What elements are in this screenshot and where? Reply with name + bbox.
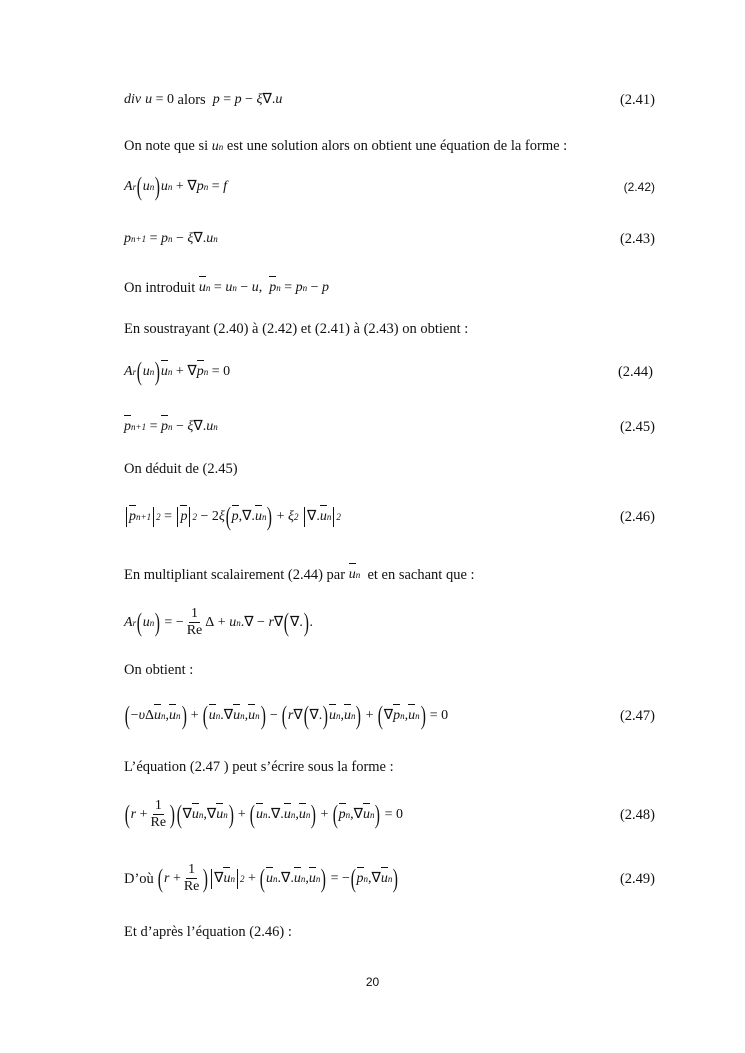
equation-ar-definition: A r ( u n ) = − $\frac{1}{Re}$ Δ + u n .∇ − r ∇ ( ∇. ) . xyxy=(124,606,313,638)
paragraph-dapres: Et d’après l’équation (2.46) : xyxy=(124,924,292,940)
equation-number: (2.41) xyxy=(619,92,655,108)
equation-number: (2.44) xyxy=(617,364,653,380)
equation-2-48: ( r + $\frac{1}{Re}$ ) ( ∇ u n ,∇ u n ) + ( u n .∇. u n , u n ) + ( p n ,∇ u n ) = 0 (2.48) xyxy=(124,798,655,830)
equation-2-49: D’où ( r + $\frac{1}{Re}$ ) ∇ u n 2 + ( u n .∇. u n , u n ) = − ( p n ,∇ u n ) (2.49) xyxy=(124,862,655,894)
paragraph-soustrayant: En soustrayant (2.40) à (2.42) et (2.41) à (2.43) on obtient : xyxy=(124,321,469,337)
equation-2-45: p n+1 = p n − ξ ∇. u n (2.45) xyxy=(124,419,655,435)
dou-word: D’où xyxy=(124,870,154,887)
equation-number: (2.43) xyxy=(619,231,655,247)
equation-2-44: A r ( u n ) u n + ∇ p n = 0 (2.44) xyxy=(124,357,653,386)
paragraph-multipliant: En multipliant scalairement (2.44) par u n et en sachant que : xyxy=(124,567,475,583)
paragraph-equation-forme: L’équation (2.47 ) peut s’écrire sous la forme : xyxy=(124,759,394,775)
equation-2-46: p n+1 2 = p 2 − 2 ξ ( p ,∇. u n ) + ξ 2 ∇. u n 2 (2.46) xyxy=(124,507,655,527)
page-number: 20 xyxy=(365,975,380,989)
equation-number: (2.48) xyxy=(619,806,655,823)
equation-2-42: A r ( u n ) u n + ∇ p n = f (2.42) xyxy=(124,172,655,201)
paragraph-introduit: On introduit u n = u n − u , p n = p n − p xyxy=(124,280,330,296)
alors-word: alors xyxy=(177,92,206,108)
equation-2-43: p n+1 = p n − ξ ∇. u n (2.43) xyxy=(124,231,655,247)
paragraph-obtient: On obtient : xyxy=(124,662,194,678)
equation-2-47: ( − υ Δ u n , u n ) + ( u n .∇ u n , u n ) − ( r ∇ ( ∇. ) u n , u n ) + ( ∇ p n , u n ) = 0 (2.47) xyxy=(124,701,655,730)
equation-number: (2.46) xyxy=(619,509,655,525)
equation-number: (2.47) xyxy=(619,708,655,724)
paragraph-note: On note que si u n est une solution alors on obtient une équation de la forme : xyxy=(124,138,568,154)
equation-number: (2.45) xyxy=(619,419,655,435)
equation-number: (2.42) xyxy=(623,180,655,194)
equation-number: (2.49) xyxy=(619,870,655,887)
equation-2-41: div u = 0 alors p = p − ξ ∇. u (2.41) xyxy=(124,92,655,108)
paragraph-deduit: On déduit de (2.45) xyxy=(124,461,238,477)
